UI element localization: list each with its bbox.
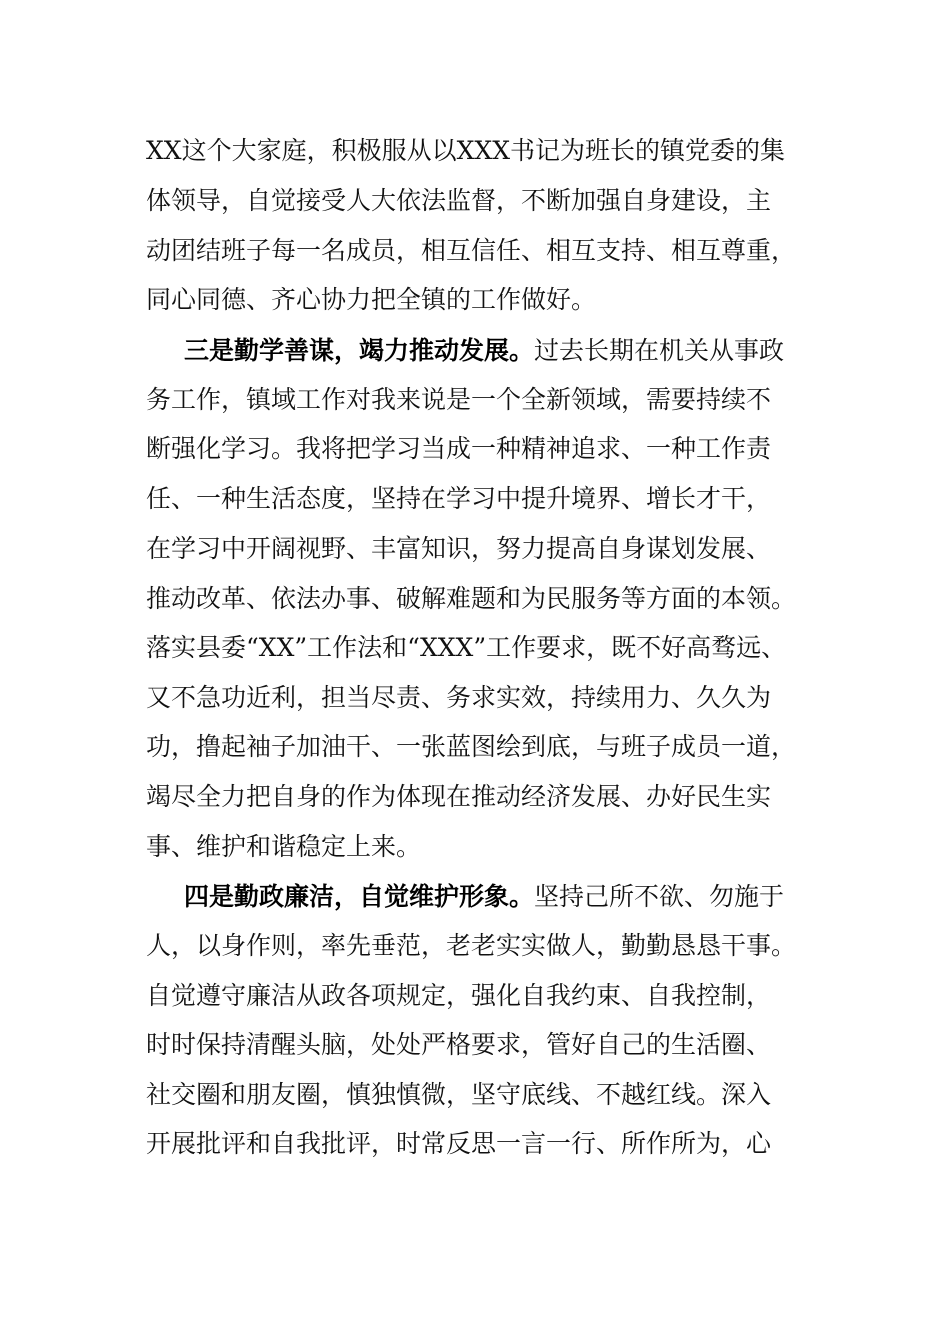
paragraph-1-line-3: 动团结班子每一名成员，相互信任、相互支持、相互尊重， <box>146 236 797 265</box>
paragraph-2-line-3: 断强化学习。我将把学习当成一种精神追求、一种工作责 <box>146 434 772 463</box>
paragraph-3-line-6: 开展批评和自我批评，时常反思一言一行、所作所为，心 <box>146 1129 772 1158</box>
paragraph-2-line-1-text: 过去长期在机关从事政 <box>534 336 785 365</box>
paragraph-1-line-1: XX这个大家庭，积极服从以XXX书记为班长的镇党委的集 <box>146 136 785 165</box>
paragraph-3-heading: 四是勤政廉洁，自觉维护形象。 <box>184 882 535 911</box>
paragraph-2-line-9: 功，撸起袖子加油干、一张蓝图绘到底，与班子成员一道， <box>146 732 797 761</box>
paragraph-3-line-3: 自觉遵守廉洁从政各项规定，强化自我约束、自我控制， <box>146 981 772 1010</box>
paragraph-3-line-5: 社交圈和朋友圈，慎独慎微，坚守底线、不越红线。深入 <box>146 1080 772 1109</box>
paragraph-2-line-1 <box>184 331 784 371</box>
paragraph-2-line-10: 竭尽全力把自身的作为体现在推动经济发展、办好民生实 <box>146 782 772 811</box>
paragraph-2-line-4: 任、一种生活态度，坚持在学习中提升境界、增长才干， <box>146 484 772 513</box>
paragraph-3-line-4: 时时保持清醒头脑，处处严格要求，管好自己的生活圈、 <box>146 1030 772 1059</box>
paragraph-2-line-2: 务工作，镇域工作对我来说是一个全新领域，需要持续不 <box>146 385 772 414</box>
paragraph-2-line-11: 事、维护和谐稳定上来。 <box>146 832 422 861</box>
paragraph-1-line-4: 同心同德、齐心协力把全镇的工作做好。 <box>146 285 597 314</box>
paragraph-2-heading: 三是勤学善谋，竭力推动发展。 <box>184 336 535 365</box>
paragraph-2-line-7: 落实县委“XX”工作法和“XXX”工作要求，既不好高骛远、 <box>146 633 787 662</box>
paragraph-3-line-2: 人，以身作则，率先垂范，老老实实做人，勤勤恳恳干事。 <box>146 931 797 960</box>
paragraph-2-line-8: 又不急功近利，担当尽责、务求实效，持续用力、久久为 <box>146 683 772 712</box>
paragraph-2-line-5: 在学习中开阔视野、丰富知识，努力提高自身谋划发展、 <box>146 534 772 563</box>
paragraph-1-line-2: 体领导，自觉接受人大依法监督，不断加强自身建设，主 <box>146 186 772 215</box>
paragraph-2-line-6: 推动改革、依法办事、破解难题和为民服务等方面的本领。 <box>146 584 797 613</box>
paragraph-3-line-1 <box>184 877 784 917</box>
paragraph-3-line-1-text: 坚持己所不欲、勿施于 <box>534 882 785 911</box>
